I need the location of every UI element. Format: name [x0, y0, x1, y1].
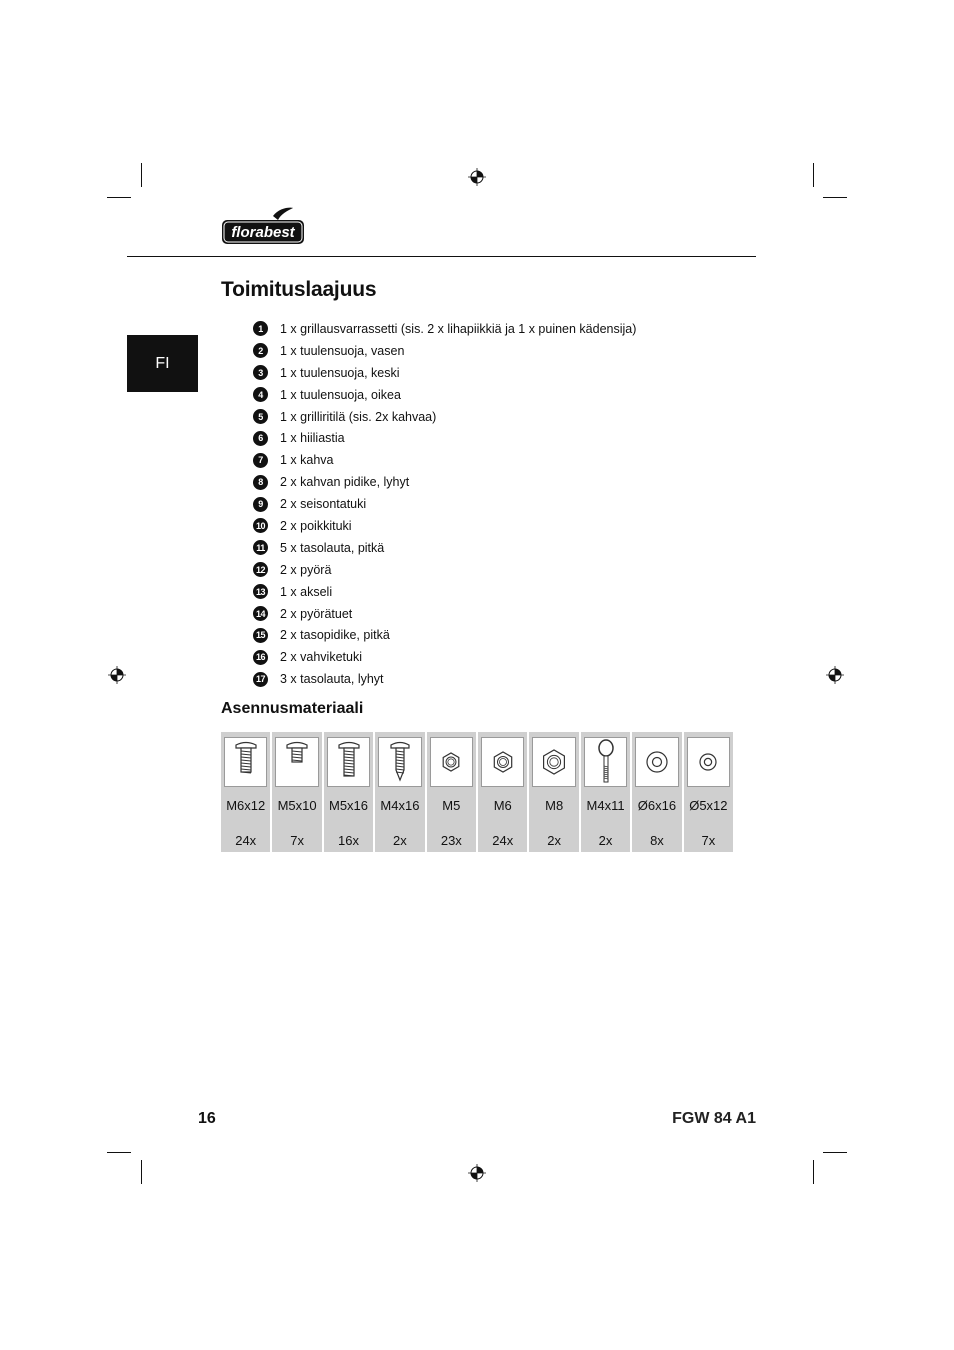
item-text: 2 x seisontatuki: [280, 497, 367, 512]
list-item: [253, 559, 636, 581]
nut-icon: [481, 737, 524, 787]
item-number-badge: 14: [253, 606, 268, 621]
item-number-badge: 10: [253, 518, 268, 533]
item-text: 1 x grilliritilä (sis. 2x kahvaa): [280, 409, 437, 424]
language-code: FI: [155, 354, 170, 372]
header-rule: [127, 256, 756, 257]
list-item: [253, 471, 636, 493]
hardware-quantity: 2x: [547, 833, 561, 848]
nut-icon: [430, 737, 473, 787]
item-number-badge: 11: [253, 540, 268, 555]
hardware-size: M4x16: [380, 798, 420, 813]
hardware-quantity: 8x: [650, 833, 664, 848]
item-text: 5 x tasolauta, pitkä: [280, 540, 385, 555]
section-subtitle: Asennusmateriaali: [221, 700, 364, 717]
screw-icon: [275, 737, 318, 787]
item-text: 2 x tasopidike, pitkä: [280, 628, 390, 643]
hardware-size: M6: [493, 798, 512, 813]
delivery-contents-list: [253, 318, 636, 690]
hardware-quantity: 7x: [701, 833, 716, 848]
florabest-logo: [221, 206, 305, 246]
item-number-badge: 17: [253, 672, 268, 687]
crop-mark: [141, 1160, 142, 1184]
list-item: [253, 603, 636, 625]
item-number-badge: 6: [253, 431, 268, 446]
item-text: 2 x kahvan pidike, lyhyt: [280, 475, 410, 490]
item-number-badge: 5: [253, 409, 268, 424]
item-text: 1 x tuulensuoja, oikea: [280, 387, 401, 402]
hardware-column: [529, 732, 580, 852]
item-number-badge: 13: [253, 584, 268, 599]
item-text: 1 x tuulensuoja, keski: [280, 365, 400, 380]
page-title: Toimituslaajuus: [221, 278, 377, 301]
crop-mark: [813, 1160, 814, 1184]
list-item: [253, 537, 636, 559]
list-item: [253, 362, 636, 384]
screw-icon: [327, 737, 370, 787]
item-number-badge: 1: [253, 321, 268, 336]
list-item: [253, 427, 636, 449]
hardware-column: [375, 732, 426, 852]
hardware-table: [221, 732, 733, 852]
list-item: [253, 515, 636, 537]
hardware-size: M5x10: [277, 798, 317, 813]
registration-mark-icon: [468, 168, 486, 186]
eye-bolt-icon: [584, 737, 627, 787]
list-item: [253, 384, 636, 406]
item-text: 1 x tuulensuoja, vasen: [280, 343, 405, 358]
list-item: [253, 318, 636, 340]
item-text: 1 x grillausvarrassetti (sis. 2 x lihapiikkiä ja 1 x puinen kädensija): [280, 321, 637, 336]
hardware-quantity: 16x: [338, 833, 359, 848]
hardware-size: Ø6x16: [637, 798, 677, 813]
item-text: 1 x kahva: [280, 453, 334, 468]
hardware-column: [478, 732, 529, 852]
item-number-badge: 8: [253, 475, 268, 490]
item-number-badge: 7: [253, 453, 268, 468]
registration-mark-icon: [826, 666, 844, 684]
hardware-quantity: 2x: [393, 833, 407, 848]
crop-mark: [813, 163, 814, 187]
hardware-size: M5x16: [329, 798, 369, 813]
hardware-size: M4x11: [586, 798, 625, 813]
list-item: [253, 340, 636, 362]
hardware-quantity: 2x: [598, 833, 613, 848]
crop-mark: [141, 163, 142, 187]
hardware-column: [632, 732, 683, 852]
hardware-size: M8: [545, 798, 564, 813]
washer-icon: [635, 737, 678, 787]
list-item: [253, 581, 636, 603]
svg-text:florabest: florabest: [231, 224, 295, 241]
registration-mark-icon: [468, 1164, 486, 1182]
list-item: [253, 646, 636, 668]
crop-mark: [823, 197, 847, 198]
wood-screw-icon: [378, 737, 421, 787]
language-tab: [127, 335, 198, 392]
item-number-badge: 2: [253, 343, 268, 358]
hardware-size: M5: [442, 798, 461, 813]
hardware-quantity: 7x: [290, 833, 304, 848]
item-number-badge: 15: [253, 628, 268, 643]
item-text: 3 x tasolauta, lyhyt: [280, 672, 384, 687]
list-item: [253, 668, 636, 690]
registration-mark-icon: [108, 666, 126, 684]
list-item: [253, 449, 636, 471]
item-number-badge: 3: [253, 365, 268, 380]
washer-icon: [687, 737, 730, 787]
hardware-column: [581, 732, 632, 852]
list-item: [253, 406, 636, 428]
item-text: 1 x hiiliastia: [280, 431, 345, 446]
hardware-quantity: 24x: [235, 833, 257, 848]
screw-icon: [224, 737, 267, 787]
page-number: 16: [198, 1110, 216, 1127]
crop-mark: [823, 1152, 847, 1153]
item-number-badge: 9: [253, 497, 268, 512]
hardware-column: [427, 732, 478, 852]
hardware-column: [684, 732, 733, 852]
item-text: 2 x pyörätuet: [280, 606, 353, 621]
hardware-column: [221, 732, 272, 852]
item-text: 1 x akseli: [280, 584, 333, 599]
model-number: FGW 84 A1: [672, 1110, 756, 1127]
item-number-badge: 12: [253, 562, 268, 577]
list-item: [253, 493, 636, 515]
hardware-column: [272, 732, 323, 852]
item-number-badge: 16: [253, 650, 268, 665]
hardware-quantity: 24x: [492, 833, 514, 848]
crop-mark: [107, 197, 131, 198]
crop-mark: [107, 1152, 131, 1153]
item-text: 2 x vahviketuki: [280, 650, 362, 665]
item-number-badge: 4: [253, 387, 268, 402]
hardware-size: M6x12: [226, 798, 266, 813]
hardware-column: [324, 732, 375, 852]
hardware-quantity: 23x: [440, 833, 462, 848]
nut-icon: [532, 737, 575, 787]
item-text: 2 x poikkituki: [280, 518, 352, 533]
list-item: [253, 624, 636, 646]
item-text: 2 x pyörä: [280, 562, 332, 577]
hardware-size: Ø5x12: [689, 798, 728, 813]
